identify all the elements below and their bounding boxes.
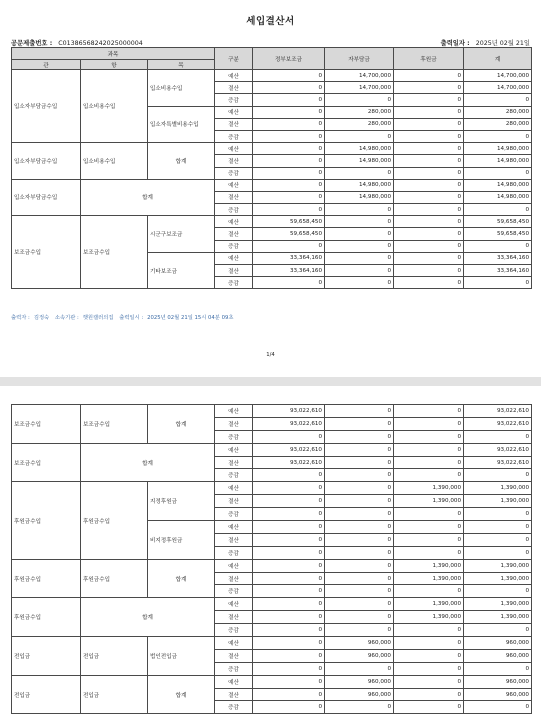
amount-cell: 0: [253, 155, 325, 167]
mok-cell: 합계: [148, 143, 215, 180]
amount-cell: 93,022,610: [464, 417, 532, 430]
gubun-cell: 예산: [215, 521, 253, 534]
gubun-cell: 증감: [215, 469, 253, 482]
amount-cell: 0: [394, 508, 464, 521]
hang-cell: 후원금수입: [81, 482, 148, 559]
gwan-cell: 전입금: [12, 675, 81, 714]
amount-cell: 0: [253, 130, 325, 142]
gubun-cell: 증감: [215, 546, 253, 559]
amount-cell: 0: [253, 521, 325, 534]
amount-cell: 0: [253, 118, 325, 130]
amount-cell: 0: [394, 637, 464, 650]
amount-cell: 0: [394, 179, 464, 191]
amount-cell: 0: [253, 204, 325, 216]
amount-cell: 33,364,160: [464, 252, 532, 264]
amount-cell: 0: [394, 624, 464, 637]
amount-cell: 0: [394, 417, 464, 430]
amount-cell: 0: [253, 94, 325, 106]
gubun-cell: 결산: [215, 456, 253, 469]
header-donation: 후원금: [394, 48, 464, 70]
amount-cell: 0: [394, 649, 464, 662]
gubun-cell: 증감: [215, 130, 253, 142]
mok-cell: 시군구보조금: [148, 216, 215, 253]
table-row: [12, 143, 532, 155]
gwan-cell: 입소자부담금수입: [12, 143, 81, 180]
table-row: [12, 179, 532, 191]
amount-cell: 93,022,610: [464, 405, 532, 418]
table-row: [12, 559, 532, 572]
gubun-cell: 예산: [215, 675, 253, 688]
gubun-cell: 결산: [215, 265, 253, 277]
hang-cell: 합계: [81, 598, 215, 637]
amount-cell: 14,700,000: [464, 82, 532, 94]
amount-cell: 14,700,000: [464, 70, 532, 82]
amount-cell: 0: [253, 675, 325, 688]
amount-cell: 0: [325, 252, 394, 264]
amount-cell: 960,000: [325, 688, 394, 701]
hang-cell: 후원금수입: [81, 559, 148, 598]
amount-cell: 0: [325, 240, 394, 252]
amount-cell: 0: [325, 443, 394, 456]
amount-cell: 0: [325, 546, 394, 559]
header-total: 계: [464, 48, 532, 70]
amount-cell: 0: [464, 585, 532, 598]
amount-cell: 1,390,000: [394, 611, 464, 624]
amount-cell: 93,022,610: [253, 456, 325, 469]
amount-cell: 0: [464, 469, 532, 482]
amount-cell: 0: [394, 662, 464, 675]
amount-cell: 0: [325, 624, 394, 637]
amount-cell: 0: [394, 204, 464, 216]
gwan-cell: 후원금수입: [12, 482, 81, 559]
amount-cell: 0: [253, 546, 325, 559]
amount-cell: 14,980,000: [325, 191, 394, 203]
amount-cell: 0: [394, 240, 464, 252]
amount-cell: 14,700,000: [325, 70, 394, 82]
amount-cell: 0: [325, 265, 394, 277]
gubun-cell: 결산: [215, 82, 253, 94]
mok-cell: 합계: [148, 405, 215, 444]
amount-cell: 0: [253, 106, 325, 118]
gwan-cell: 후원금수입: [12, 559, 81, 598]
print-info-footer: [11, 313, 237, 321]
amount-cell: 0: [253, 701, 325, 714]
header-mok: 목: [148, 60, 215, 70]
amount-cell: 0: [394, 405, 464, 418]
amount-cell: 0: [325, 598, 394, 611]
amount-cell: 280,000: [464, 106, 532, 118]
amount-cell: 0: [464, 204, 532, 216]
amount-cell: 33,364,160: [253, 265, 325, 277]
org-name: 햇원캘러의집: [82, 315, 114, 321]
gubun-cell: 예산: [215, 106, 253, 118]
gubun-cell: 결산: [215, 649, 253, 662]
amount-cell: 0: [325, 572, 394, 585]
amount-cell: 0: [394, 130, 464, 142]
doc-number-value: C01386568242025000004: [58, 40, 143, 47]
gubun-cell: 증감: [215, 240, 253, 252]
amount-cell: 0: [325, 456, 394, 469]
amount-cell: 280,000: [464, 118, 532, 130]
gubun-cell: 결산: [215, 533, 253, 546]
gubun-cell: 예산: [215, 252, 253, 264]
amount-cell: 0: [394, 191, 464, 203]
header-gov-subsidy: 정부보조금: [253, 48, 325, 70]
mok-cell: 입소비용수입: [148, 70, 215, 107]
amount-cell: 0: [253, 82, 325, 94]
amount-cell: 0: [394, 143, 464, 155]
gubun-cell: 결산: [215, 191, 253, 203]
table-row: [12, 70, 532, 82]
amount-cell: 0: [464, 521, 532, 534]
print-date-label: 출력일자 :: [440, 40, 470, 47]
amount-cell: 0: [394, 521, 464, 534]
amount-cell: 33,364,160: [464, 265, 532, 277]
amount-cell: 0: [394, 265, 464, 277]
gubun-cell: 결산: [215, 688, 253, 701]
amount-cell: 0: [394, 456, 464, 469]
header-gwamok: 과목: [12, 48, 215, 60]
amount-cell: 0: [394, 675, 464, 688]
amount-cell: 0: [253, 662, 325, 675]
gubun-cell: 예산: [215, 179, 253, 191]
amount-cell: 0: [325, 508, 394, 521]
gwan-cell: 보조금수입: [12, 443, 81, 482]
hang-cell: 입소비용수입: [81, 143, 148, 180]
mok-cell: 입소자특별비용수입: [148, 106, 215, 143]
amount-cell: 0: [325, 495, 394, 508]
amount-cell: 0: [394, 252, 464, 264]
gubun-cell: 증감: [215, 204, 253, 216]
amount-cell: 0: [394, 216, 464, 228]
amount-cell: 0: [325, 559, 394, 572]
amount-cell: 0: [394, 277, 464, 289]
header-gwan: 관: [12, 60, 81, 70]
hang-cell: 합계: [81, 179, 215, 216]
amount-cell: 0: [253, 191, 325, 203]
table-row: [12, 443, 532, 456]
amount-cell: 0: [253, 70, 325, 82]
gubun-cell: 예산: [215, 443, 253, 456]
amount-cell: 0: [325, 417, 394, 430]
amount-cell: 0: [253, 240, 325, 252]
gubun-cell: 증감: [215, 94, 253, 106]
amount-cell: 0: [464, 430, 532, 443]
doc-number-label: 공문제출번호 :: [11, 40, 53, 47]
header-hang: 항: [81, 60, 148, 70]
amount-cell: 0: [325, 482, 394, 495]
amount-cell: 0: [253, 611, 325, 624]
amount-cell: 1,390,000: [394, 482, 464, 495]
amount-cell: 93,022,610: [253, 417, 325, 430]
amount-cell: 0: [253, 469, 325, 482]
gubun-cell: 증감: [215, 585, 253, 598]
gubun-cell: 예산: [215, 559, 253, 572]
gwan-cell: 전입금: [12, 637, 81, 676]
print-time-label: 출력일시 :: [119, 315, 144, 321]
gubun-cell: 예산: [215, 70, 253, 82]
mok-cell: 합계: [148, 559, 215, 598]
amount-cell: 0: [253, 559, 325, 572]
amount-cell: 93,022,610: [464, 443, 532, 456]
amount-cell: 0: [325, 585, 394, 598]
header-self-pay: 자부담금: [325, 48, 394, 70]
mok-cell: 합계: [148, 675, 215, 714]
gubun-cell: 결산: [215, 155, 253, 167]
printer-name: 김정숙: [33, 315, 50, 321]
hang-cell: 보조금수입: [81, 405, 148, 444]
amount-cell: 1,390,000: [464, 598, 532, 611]
amount-cell: 280,000: [325, 106, 394, 118]
printer-label: 출력자 :: [11, 315, 30, 321]
amount-cell: 1,390,000: [464, 559, 532, 572]
header-gubun: 구분: [215, 48, 253, 70]
amount-cell: 280,000: [325, 118, 394, 130]
amount-cell: 0: [325, 216, 394, 228]
amount-cell: 960,000: [464, 649, 532, 662]
org-label: 소속기관 :: [54, 315, 79, 321]
amount-cell: 960,000: [325, 675, 394, 688]
mok-cell: 지정후원금: [148, 482, 215, 521]
amount-cell: 0: [253, 495, 325, 508]
amount-cell: 0: [464, 94, 532, 106]
amount-cell: 0: [325, 228, 394, 240]
print-time: 2025년 02월 21일 15시 04분 09초: [147, 315, 234, 321]
gwan-cell: 후원금수입: [12, 598, 81, 637]
amount-cell: 14,700,000: [325, 82, 394, 94]
amount-cell: 0: [325, 430, 394, 443]
amount-cell: 0: [394, 155, 464, 167]
amount-cell: 14,980,000: [464, 191, 532, 203]
amount-cell: 0: [253, 688, 325, 701]
amount-cell: 0: [325, 701, 394, 714]
amount-cell: 1,390,000: [394, 598, 464, 611]
gubun-cell: 결산: [215, 572, 253, 585]
amount-cell: 0: [464, 533, 532, 546]
amount-cell: 0: [253, 482, 325, 495]
amount-cell: 0: [394, 228, 464, 240]
amount-cell: 0: [394, 533, 464, 546]
amount-cell: 0: [253, 585, 325, 598]
amount-cell: 0: [325, 277, 394, 289]
amount-cell: 0: [394, 106, 464, 118]
amount-cell: 0: [394, 82, 464, 94]
amount-cell: 14,980,000: [325, 155, 394, 167]
amount-cell: 0: [464, 240, 532, 252]
amount-cell: 0: [325, 533, 394, 546]
amount-cell: 0: [253, 508, 325, 521]
gubun-cell: 증감: [215, 167, 253, 179]
amount-cell: 14,980,000: [325, 179, 394, 191]
amount-cell: 14,980,000: [464, 143, 532, 155]
amount-cell: 1,390,000: [394, 559, 464, 572]
gubun-cell: 예산: [215, 216, 253, 228]
amount-cell: 14,980,000: [464, 155, 532, 167]
amount-cell: 1,390,000: [464, 495, 532, 508]
amount-cell: 0: [394, 430, 464, 443]
gwan-cell: 입소자부담금수입: [12, 179, 81, 216]
amount-cell: 0: [253, 533, 325, 546]
gubun-cell: 증감: [215, 430, 253, 443]
gubun-cell: 결산: [215, 495, 253, 508]
hang-cell: 전입금: [81, 637, 148, 676]
amount-cell: 1,390,000: [394, 572, 464, 585]
gubun-cell: 예산: [215, 637, 253, 650]
gubun-cell: 증감: [215, 701, 253, 714]
page-number: 1/4: [266, 352, 275, 358]
gwan-cell: 보조금수입: [12, 405, 81, 444]
amount-cell: 0: [464, 701, 532, 714]
amount-cell: 0: [394, 94, 464, 106]
amount-cell: 0: [394, 546, 464, 559]
amount-cell: 0: [464, 130, 532, 142]
amount-cell: 0: [394, 118, 464, 130]
amount-cell: 0: [464, 277, 532, 289]
amount-cell: 0: [325, 521, 394, 534]
amount-cell: 0: [325, 130, 394, 142]
gubun-cell: 결산: [215, 118, 253, 130]
amount-cell: 0: [325, 167, 394, 179]
amount-cell: 0: [325, 662, 394, 675]
amount-cell: 0: [325, 204, 394, 216]
hang-cell: 전입금: [81, 675, 148, 714]
amount-cell: 0: [394, 443, 464, 456]
amount-cell: 0: [394, 167, 464, 179]
amount-cell: 0: [464, 546, 532, 559]
amount-cell: 0: [464, 508, 532, 521]
gubun-cell: 결산: [215, 228, 253, 240]
amount-cell: 59,658,450: [253, 216, 325, 228]
gubun-cell: 증감: [215, 277, 253, 289]
table-row: [12, 598, 532, 611]
amount-cell: 0: [325, 469, 394, 482]
amount-cell: 960,000: [325, 637, 394, 650]
amount-cell: 0: [394, 688, 464, 701]
mok-cell: 법인전입금: [148, 637, 215, 676]
amount-cell: 14,980,000: [464, 179, 532, 191]
hang-cell: 합계: [81, 443, 215, 482]
amount-cell: 960,000: [464, 688, 532, 701]
amount-cell: 1,390,000: [464, 482, 532, 495]
page-gap: [0, 377, 541, 386]
amount-cell: 0: [464, 624, 532, 637]
amount-cell: 1,390,000: [464, 611, 532, 624]
amount-cell: 59,658,450: [464, 228, 532, 240]
amount-cell: 960,000: [464, 637, 532, 650]
gubun-cell: 예산: [215, 405, 253, 418]
amount-cell: 0: [253, 598, 325, 611]
gubun-cell: 증감: [215, 662, 253, 675]
amount-cell: 0: [253, 572, 325, 585]
print-date-value: 2025년 02월 21일: [475, 40, 530, 47]
table-row: [12, 405, 532, 418]
amount-cell: 0: [253, 143, 325, 155]
amount-cell: 0: [253, 637, 325, 650]
table-row: [12, 637, 532, 650]
gwan-cell: 보조금수입: [12, 216, 81, 289]
amount-cell: 0: [325, 405, 394, 418]
amount-cell: 0: [253, 624, 325, 637]
table-row: [12, 482, 532, 495]
amount-cell: 0: [253, 649, 325, 662]
gubun-cell: 예산: [215, 598, 253, 611]
amount-cell: 59,658,450: [253, 228, 325, 240]
amount-cell: 960,000: [464, 675, 532, 688]
print-date: [441, 38, 530, 47]
amount-cell: 59,658,450: [464, 216, 532, 228]
revenue-table-page-1: [11, 47, 532, 289]
gubun-cell: 증감: [215, 508, 253, 521]
revenue-table-page-2: [11, 404, 532, 714]
amount-cell: 0: [253, 167, 325, 179]
amount-cell: 14,980,000: [325, 143, 394, 155]
amount-cell: 0: [394, 585, 464, 598]
amount-cell: 0: [253, 179, 325, 191]
gwan-cell: 입소자부담금수입: [12, 70, 81, 143]
gubun-cell: 결산: [215, 417, 253, 430]
amount-cell: 0: [325, 611, 394, 624]
amount-cell: 1,390,000: [464, 572, 532, 585]
amount-cell: 33,364,160: [253, 252, 325, 264]
amount-cell: 0: [394, 469, 464, 482]
gubun-cell: 예산: [215, 143, 253, 155]
amount-cell: 93,022,610: [464, 456, 532, 469]
mok-cell: 비지정후원금: [148, 521, 215, 560]
amount-cell: 960,000: [325, 649, 394, 662]
page-title: 세입결산서: [246, 16, 295, 27]
amount-cell: 0: [394, 701, 464, 714]
amount-cell: 0: [394, 70, 464, 82]
mok-cell: 기타보조금: [148, 252, 215, 289]
hang-cell: 보조금수입: [81, 216, 148, 289]
amount-cell: 0: [325, 94, 394, 106]
table-row: [12, 216, 532, 228]
gubun-cell: 결산: [215, 611, 253, 624]
gubun-cell: 증감: [215, 624, 253, 637]
doc-number: [11, 38, 143, 47]
amount-cell: 0: [253, 430, 325, 443]
amount-cell: 1,390,000: [394, 495, 464, 508]
amount-cell: 93,022,610: [253, 443, 325, 456]
amount-cell: 0: [464, 662, 532, 675]
amount-cell: 0: [464, 167, 532, 179]
table-row: [12, 675, 532, 688]
amount-cell: 0: [253, 277, 325, 289]
gubun-cell: 예산: [215, 482, 253, 495]
hang-cell: 입소비용수입: [81, 70, 148, 143]
amount-cell: 93,022,610: [253, 405, 325, 418]
